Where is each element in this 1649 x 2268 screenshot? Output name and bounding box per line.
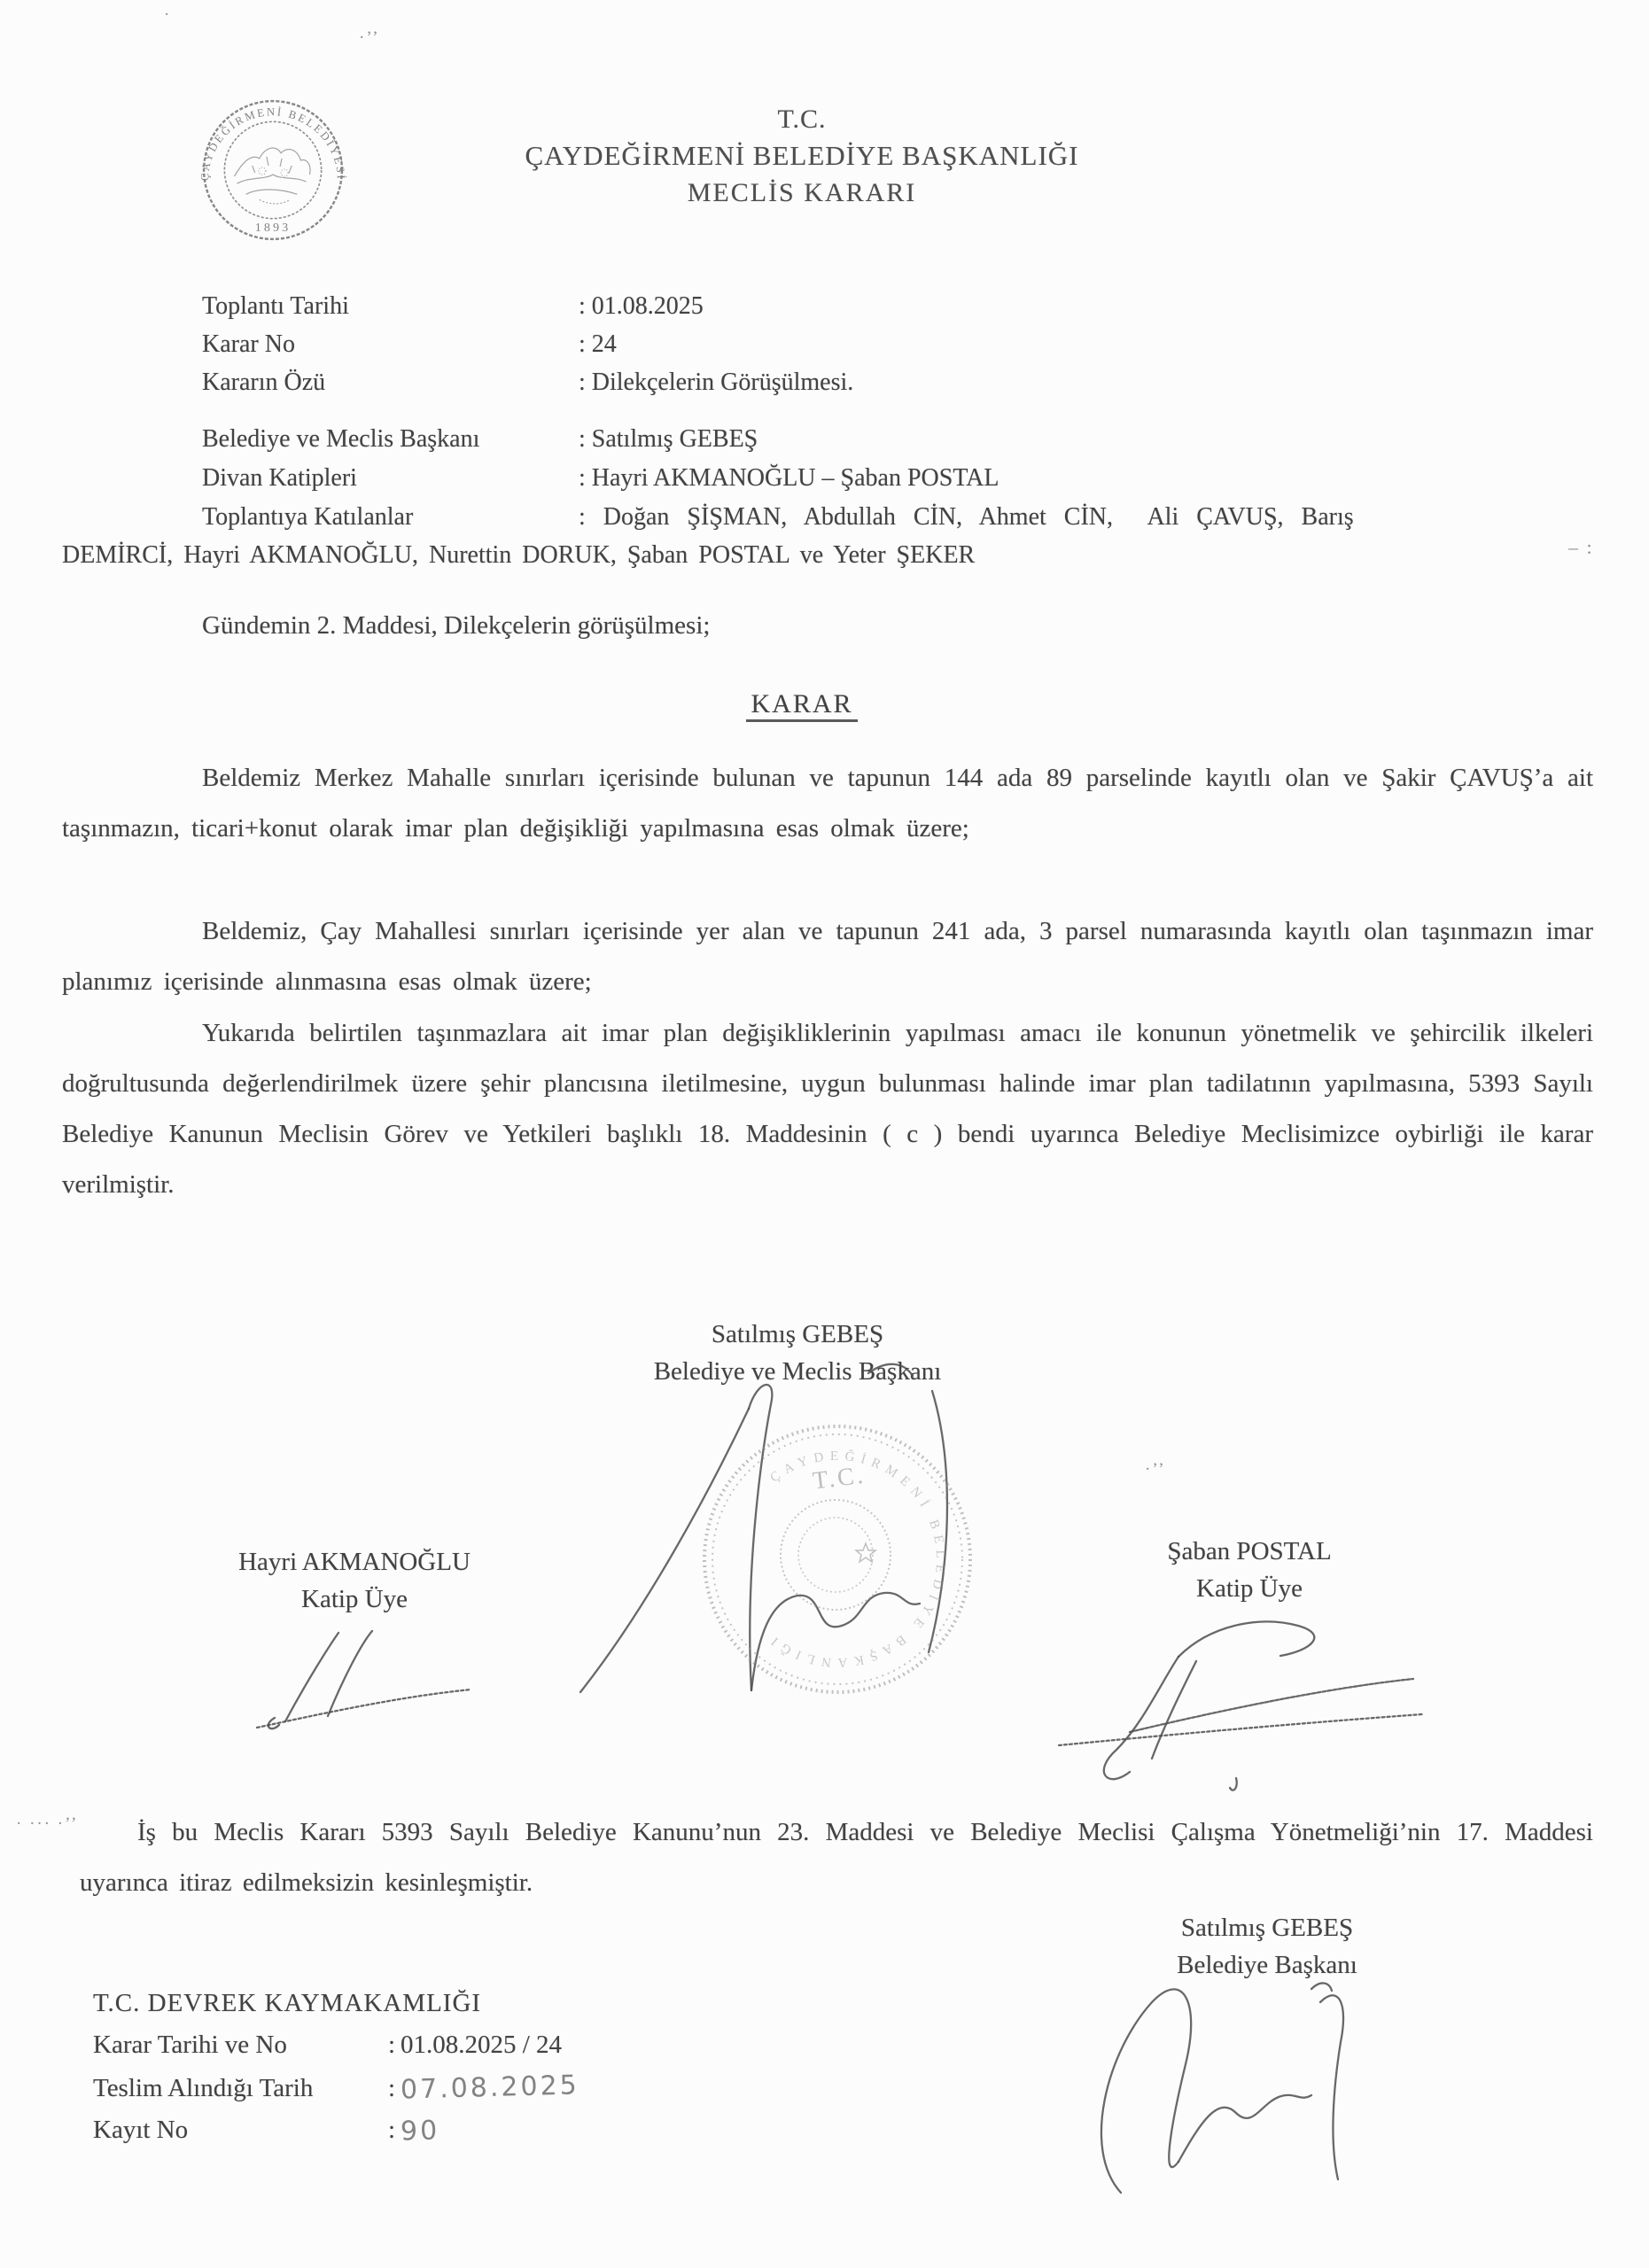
body-paragraph-1: Beldemiz Merkez Mahalle sınırları içerisinde bulunan ve tapunun 144 ada 89 parselinde kayıtlı olan ve Şakir ÇAVUŞ’a ait taşınmazın, ticari+konut olarak imar plan değişikliği yapılmasına esas olmak üzere; [62, 764, 1593, 843]
registry-label: Teslim Alındığı Tarih [93, 2074, 314, 2102]
signer-name: Hayri AKMANOĞLU [238, 1548, 471, 1576]
officials-row-attendees [202, 503, 1354, 542]
registry-separator: : [388, 2074, 396, 2102]
scan-artifact: ·’’ [1145, 1460, 1166, 1479]
meta-value: : Dilekçelerin Görüşülmesi. [579, 369, 854, 396]
meta-row-date [202, 292, 853, 330]
officials-row-mayor [202, 425, 1354, 464]
registry-block [93, 1989, 579, 2155]
clerk-left-signature-icon [239, 1608, 487, 1750]
decision-heading: KARAR [746, 689, 857, 722]
official-stamp-icon [691, 1413, 984, 1705]
signer-title: Katip Üye [301, 1585, 408, 1613]
signer-name: Satılmış GEBEŞ [711, 1320, 884, 1348]
stamp-tc-text: T.C. [811, 1461, 867, 1495]
stamp-ring-text: ÇAYDEĞİRMENİ BELEDİYE BAŞKANLIĞI [764, 1449, 948, 1670]
meta-row-decision-no [202, 330, 853, 369]
body-paragraph-3: Yukarıda belirtilen taşınmazlara ait imar plan değişikliklerinin yapılması amacı ile konunun yönetmelik ve şehircilik ilkeleri doğrultusunda değerlendirilmek üzere şehir plancısına iletilmesine, uygun bulunması halinde imar plan tadilatının yapılmasına, 5393 Sayılı Belediye Kanunun Meclisin Görev ve Yetkileri başlıklı 18. Maddesinin ( c ) bendi uyarınca Belediye Meclisimizce oybirliği ile karar verilmiştir. [62, 1019, 1593, 1199]
signature-block-right [1063, 1533, 1435, 1607]
meta-label: Toplantı Tarihi [202, 292, 349, 320]
scan-artifact: – : [1568, 536, 1594, 558]
mayor-bottom-signature-icon [1059, 1953, 1360, 2219]
meeting-meta [202, 292, 853, 407]
officials-label: Toplantıya Katılanlar [202, 503, 414, 531]
body-paragraph-2: Beldemiz, Çay Mahallesi sınırları içerisinde yer alan ve tapunun 241 ada, 3 parsel numarasında kayıtlı olan taşınmazın imar planımız içerisinde alınmasına esas olmak üzere; [62, 917, 1593, 996]
officials-list [202, 425, 1354, 542]
signer-name: Satılmış GEBEŞ [1180, 1914, 1354, 1942]
officials-label: Divan Katipleri [202, 464, 357, 492]
officials-value: : Hayri AKMANOĞLU – Şaban POSTAL [579, 464, 1000, 492]
registry-label: Karar Tarihi ve No [93, 2031, 287, 2059]
signature-block-left [168, 1543, 541, 1618]
scan-artifact: · ··· ·’’ [16, 1814, 79, 1833]
meta-row-summary [202, 369, 853, 407]
seal-year-text: 1893 [254, 220, 292, 235]
signature-block-bottom-right [1081, 1909, 1453, 1984]
officials-row-clerks [202, 464, 1354, 503]
page-title: ÇAYDEĞİRMENİ BELEDİYE BAŞKANLIĞI [525, 140, 1079, 171]
meta-value: : 24 [579, 330, 617, 358]
signature-block-center [567, 1316, 1028, 1390]
header-tc: T.C. [777, 105, 827, 134]
registry-separator: : [388, 2031, 396, 2059]
page-subtitle: MECLİS KARARI [687, 178, 917, 207]
clerk-right-signature-icon [1046, 1590, 1435, 1794]
registry-value-handwritten: 07.08.2025 [400, 2070, 580, 2106]
officials-value: : Doğan ŞİŞMAN, Abdullah CİN, Ahmet CİN, Ali ÇAVUŞ, Barış [579, 503, 1354, 531]
meta-value: : 01.08.2025 [579, 292, 704, 320]
seal-ring-text: ÇAYDEĞİRMENİ BELEDİYESİ [198, 105, 347, 182]
signer-title: Belediye Başkanı [1177, 1951, 1357, 1979]
registry-office: T.C. DEVREK KAYMAKAMLIĞI [93, 1989, 482, 2017]
decision-heading-wrap [0, 689, 1604, 719]
registry-value-handwritten: 90 [400, 2115, 440, 2148]
registry-row-received [93, 2072, 579, 2114]
agenda-line: Gündemin 2. Maddesi, Dilekçelerin görüşülmesi; [202, 611, 711, 640]
attendees-continuation: DEMİRCİ, Hayri AKMANOĞLU, Nurettin DORUK, Şaban POSTAL ve Yeter ŞEKER [62, 541, 976, 569]
officials-value: : Satılmış GEBEŞ [579, 425, 758, 453]
officials-label: Belediye ve Meclis Başkanı [202, 425, 480, 453]
registry-label: Kayıt No [93, 2116, 189, 2144]
scan-artifact: ·’’ [359, 28, 380, 47]
signer-title: Belediye ve Meclis Başkanı [653, 1357, 942, 1386]
registry-separator: : [388, 2116, 396, 2144]
signer-title: Katip Üye [1196, 1574, 1303, 1603]
meta-label: Karar No [202, 330, 295, 358]
scan-artifact: · [164, 5, 172, 24]
registry-value: 01.08.2025 / 24 [401, 2031, 563, 2059]
registry-row-record-no [93, 2114, 579, 2155]
signer-name: Şaban POSTAL [1167, 1537, 1332, 1565]
finality-paragraph: İş bu Meclis Kararı 5393 Sayılı Belediye Kanunu’nun 23. Maddesi ve Belediye Meclisi Çalışma Yönetmeliği’nin 17. Maddesi uyarınca itiraz edilmeksizin kesinleşmiştir. [80, 1818, 1593, 1897]
registry-row-decision [93, 2031, 579, 2072]
stamp-star-icon [856, 1543, 875, 1562]
meta-label: Kararın Özü [202, 369, 326, 396]
